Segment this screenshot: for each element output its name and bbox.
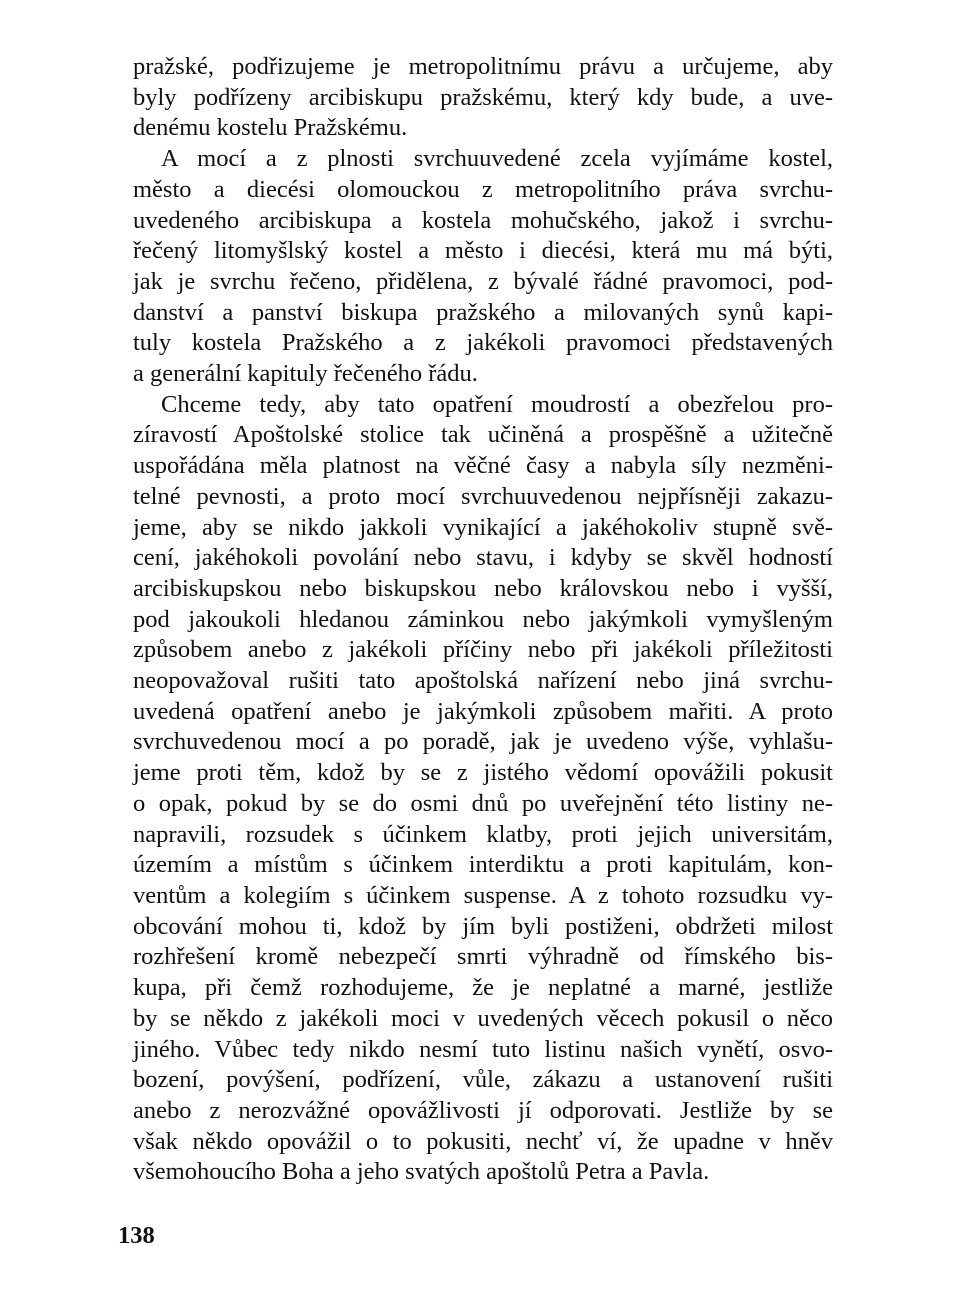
text-line: o opak, pokud by se do osmi dnů po uveřejnění této listiny ne- bbox=[133, 789, 833, 817]
text-line: uspořádána měla platnost na věčné časy a nabyla síly nezměni- bbox=[133, 452, 833, 480]
text-line: obcování mohou ti, kdož by jím byli postiženi, obdržeti milost bbox=[133, 912, 833, 940]
text-line: jiného. Vůbec tedy nikdo nesmí tuto listinu našich vynětí, osvo- bbox=[133, 1035, 833, 1063]
text-line: denému kostelu Pražskému. bbox=[133, 114, 408, 142]
text-line: pražské, podřizujeme je metropolitnímu právu a určujeme, aby bbox=[133, 53, 833, 80]
body-text bbox=[133, 52, 833, 1188]
text-line: rozhřešení kromě nebezpečí smrti výhradně od římského bis- bbox=[133, 943, 833, 971]
text-line: územím a místům s účinkem interdiktu a proti kapitulám, kon- bbox=[133, 851, 833, 879]
text-line: anebo z nerozvážné opovážlivosti jí odporovati. Jestliže by se bbox=[133, 1096, 833, 1124]
text-line: tuly kostela Pražského a z jakékoli pravomoci představených bbox=[133, 329, 833, 357]
text-line: způsobem anebo z jakékoli příčiny nebo při jakékoli příležitosti bbox=[133, 636, 833, 664]
text-line: neopovažoval rušiti tato apoštolská nařízení nebo jiná svrchu- bbox=[133, 667, 833, 695]
text-line: napravili, rozsudek s účinkem klatby, proti jejich universitám, bbox=[133, 820, 833, 848]
text-line: a generální kapituly řečeného řádu. bbox=[133, 360, 478, 388]
text-line: jeme, aby se nikdo jakkoli vynikající a jakéhokoliv stupně svě- bbox=[133, 513, 833, 541]
text-line: telné pevnosti, a proto mocí svrchuuvedenou nejpřísněji zakazu- bbox=[133, 482, 833, 510]
text-line: uvedená opatření anebo je jakýmkoli způsobem mařiti. A proto bbox=[133, 697, 833, 725]
text-line: cení, jakéhokoli povolání nebo stavu, i kdyby se skvěl hodností bbox=[133, 544, 833, 572]
text-line: Chceme tedy, aby tato opatření moudrostí a obezřelou pro- bbox=[161, 390, 833, 418]
text-line: jak je svrchu řečeno, přidělena, z bývalé řádné pravomoci, pod- bbox=[133, 267, 833, 295]
text-line: arcibiskupskou nebo biskupskou nebo královskou nebo i vyšší, bbox=[133, 574, 833, 602]
text-line: jeme proti těm, kdož by se z jistého vědomí opovážili pokusit bbox=[133, 759, 833, 787]
text-line: ventům a kolegiím s účinkem suspense. A z tohoto rozsudku vy- bbox=[133, 881, 833, 909]
page-number: 138 bbox=[118, 1222, 155, 1249]
text-line: bození, povýšení, podřízení, vůle, zákazu a ustanovení rušiti bbox=[133, 1066, 833, 1094]
text-line: kupa, při čemž rozhodujeme, že je neplatné a marné, jestliže bbox=[133, 974, 833, 1002]
text-line: zíravostí Apoštolské stolice tak učiněná a prospěšně a užitečně bbox=[133, 421, 833, 449]
text-line: město a diecési olomouckou z metropolitního práva svrchu- bbox=[133, 175, 833, 203]
text-line: však někdo opovážil o to pokusiti, nechť ví, že upadne v hněv bbox=[133, 1127, 833, 1155]
text-line: by se někdo z jakékoli moci v uvedených věcech pokusil o něco bbox=[133, 1004, 833, 1032]
text-line: řečený litomyšlský kostel a město i diecési, která mu má býti, bbox=[133, 237, 833, 265]
text-line: pod jakoukoli hledanou záminkou nebo jakýmkoli vymyšleným bbox=[133, 605, 833, 633]
text-line: uvedeného arcibiskupa a kostela mohučského, jakož i svrchu- bbox=[133, 206, 833, 234]
text-line: všemohoucího Boha a jeho svatých apoštolů Petra a Pavla. bbox=[133, 1158, 710, 1186]
text-line: danství a panství biskupa pražského a milovaných synů kapi- bbox=[133, 298, 833, 326]
text-line: byly podřízeny arcibiskupu pražskému, který kdy bude, a uve- bbox=[133, 83, 833, 111]
text-line: A mocí a z plnosti svrchuuvedené zcela vyjímáme kostel, bbox=[161, 145, 833, 173]
text-line: svrchuvedenou mocí a po poradě, jak je uvedeno výše, vyhlašu- bbox=[133, 728, 833, 756]
